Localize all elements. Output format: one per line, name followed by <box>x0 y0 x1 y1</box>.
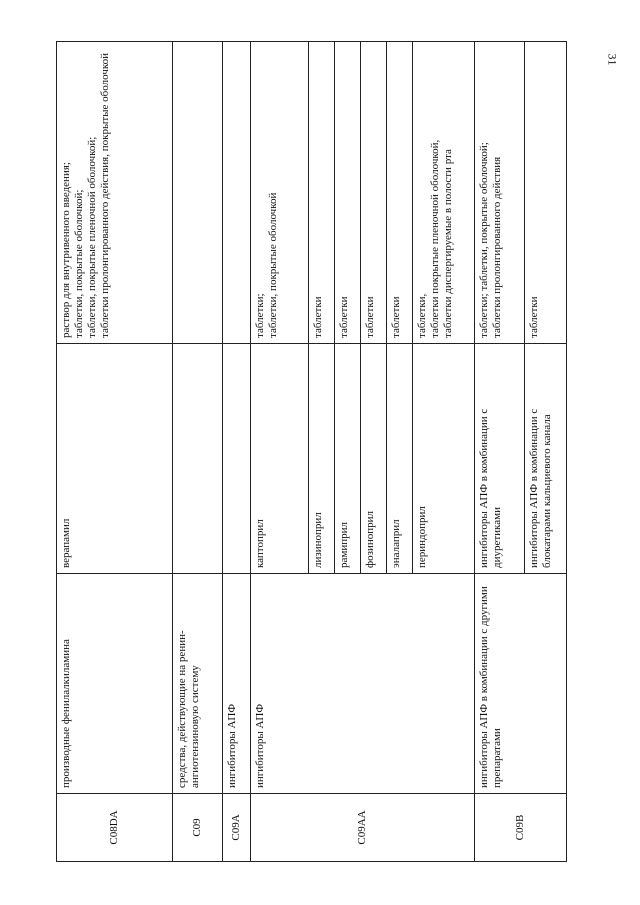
drug-table-body <box>57 42 567 862</box>
dosage-form-cell: таблетки <box>335 42 361 344</box>
drug-name-cell: периндоприл <box>413 344 475 574</box>
atc-code-cell: C08DA <box>57 794 173 862</box>
dosage-form-cell: таблетки <box>361 42 387 344</box>
atc-code-cell: C09B <box>475 794 567 862</box>
dosage-form-cell: раствор для внутривенного введения; таблетки, покрытые оболочкой; таблетки, покрытые пленочной оболочкой; таблетки пролонгированного действия, покрытые оболочкой <box>57 42 173 344</box>
table-row <box>251 42 309 862</box>
atc-code-cell: C09 <box>173 794 223 862</box>
atc-code-cell: C09AA <box>251 794 475 862</box>
drug-name-cell: ингибиторы АПФ в комбинации с блокатарами кальциевого канала <box>525 344 567 574</box>
table-row <box>475 42 525 862</box>
dosage-form-cell: таблетки <box>309 42 335 344</box>
dosage-form-cell <box>173 42 223 344</box>
drug-name-cell: каптоприл <box>251 344 309 574</box>
dosage-form-cell: таблетки <box>387 42 413 344</box>
table-row <box>173 42 223 862</box>
drug-table-container <box>56 42 553 862</box>
drug-name-cell: эналаприл <box>387 344 413 574</box>
drug-name-cell: ингибиторы АПФ в комбинации с диуретиками <box>475 344 525 574</box>
drug-table <box>56 41 567 862</box>
group-name-cell: ингибиторы АПФ <box>223 574 251 794</box>
group-name-cell: производные фенилалкиламина <box>57 574 173 794</box>
drug-name-cell: верапамил <box>57 344 173 574</box>
dosage-form-cell <box>223 42 251 344</box>
drug-name-cell <box>173 344 223 574</box>
group-name-cell: средства, действующие на ренин-ангиотензиновую систему <box>173 574 223 794</box>
page-number: 31 <box>605 53 620 66</box>
table-row <box>57 42 173 862</box>
group-name-cell: ингибиторы АПФ <box>251 574 475 794</box>
atc-code-cell: C09A <box>223 794 251 862</box>
drug-name-cell: фозиноприл <box>361 344 387 574</box>
dosage-form-cell: таблетки <box>525 42 567 344</box>
table-row <box>223 42 251 862</box>
drug-name-cell: рамиприл <box>335 344 361 574</box>
dosage-form-cell: таблетки, таблетки покрытые пленочной оболочкой, таблетки диспергируемые в полости рта <box>413 42 475 344</box>
dosage-form-cell: таблетки; таблетки, покрытые оболочкой; таблетки пролонгированного действия <box>475 42 525 344</box>
group-name-cell: ингибиторы АПФ в комбинации с другими препаратами <box>475 574 567 794</box>
drug-name-cell <box>223 344 251 574</box>
dosage-form-cell: таблетки; таблетки, покрытые оболочкой <box>251 42 309 344</box>
drug-name-cell: лизиноприл <box>309 344 335 574</box>
